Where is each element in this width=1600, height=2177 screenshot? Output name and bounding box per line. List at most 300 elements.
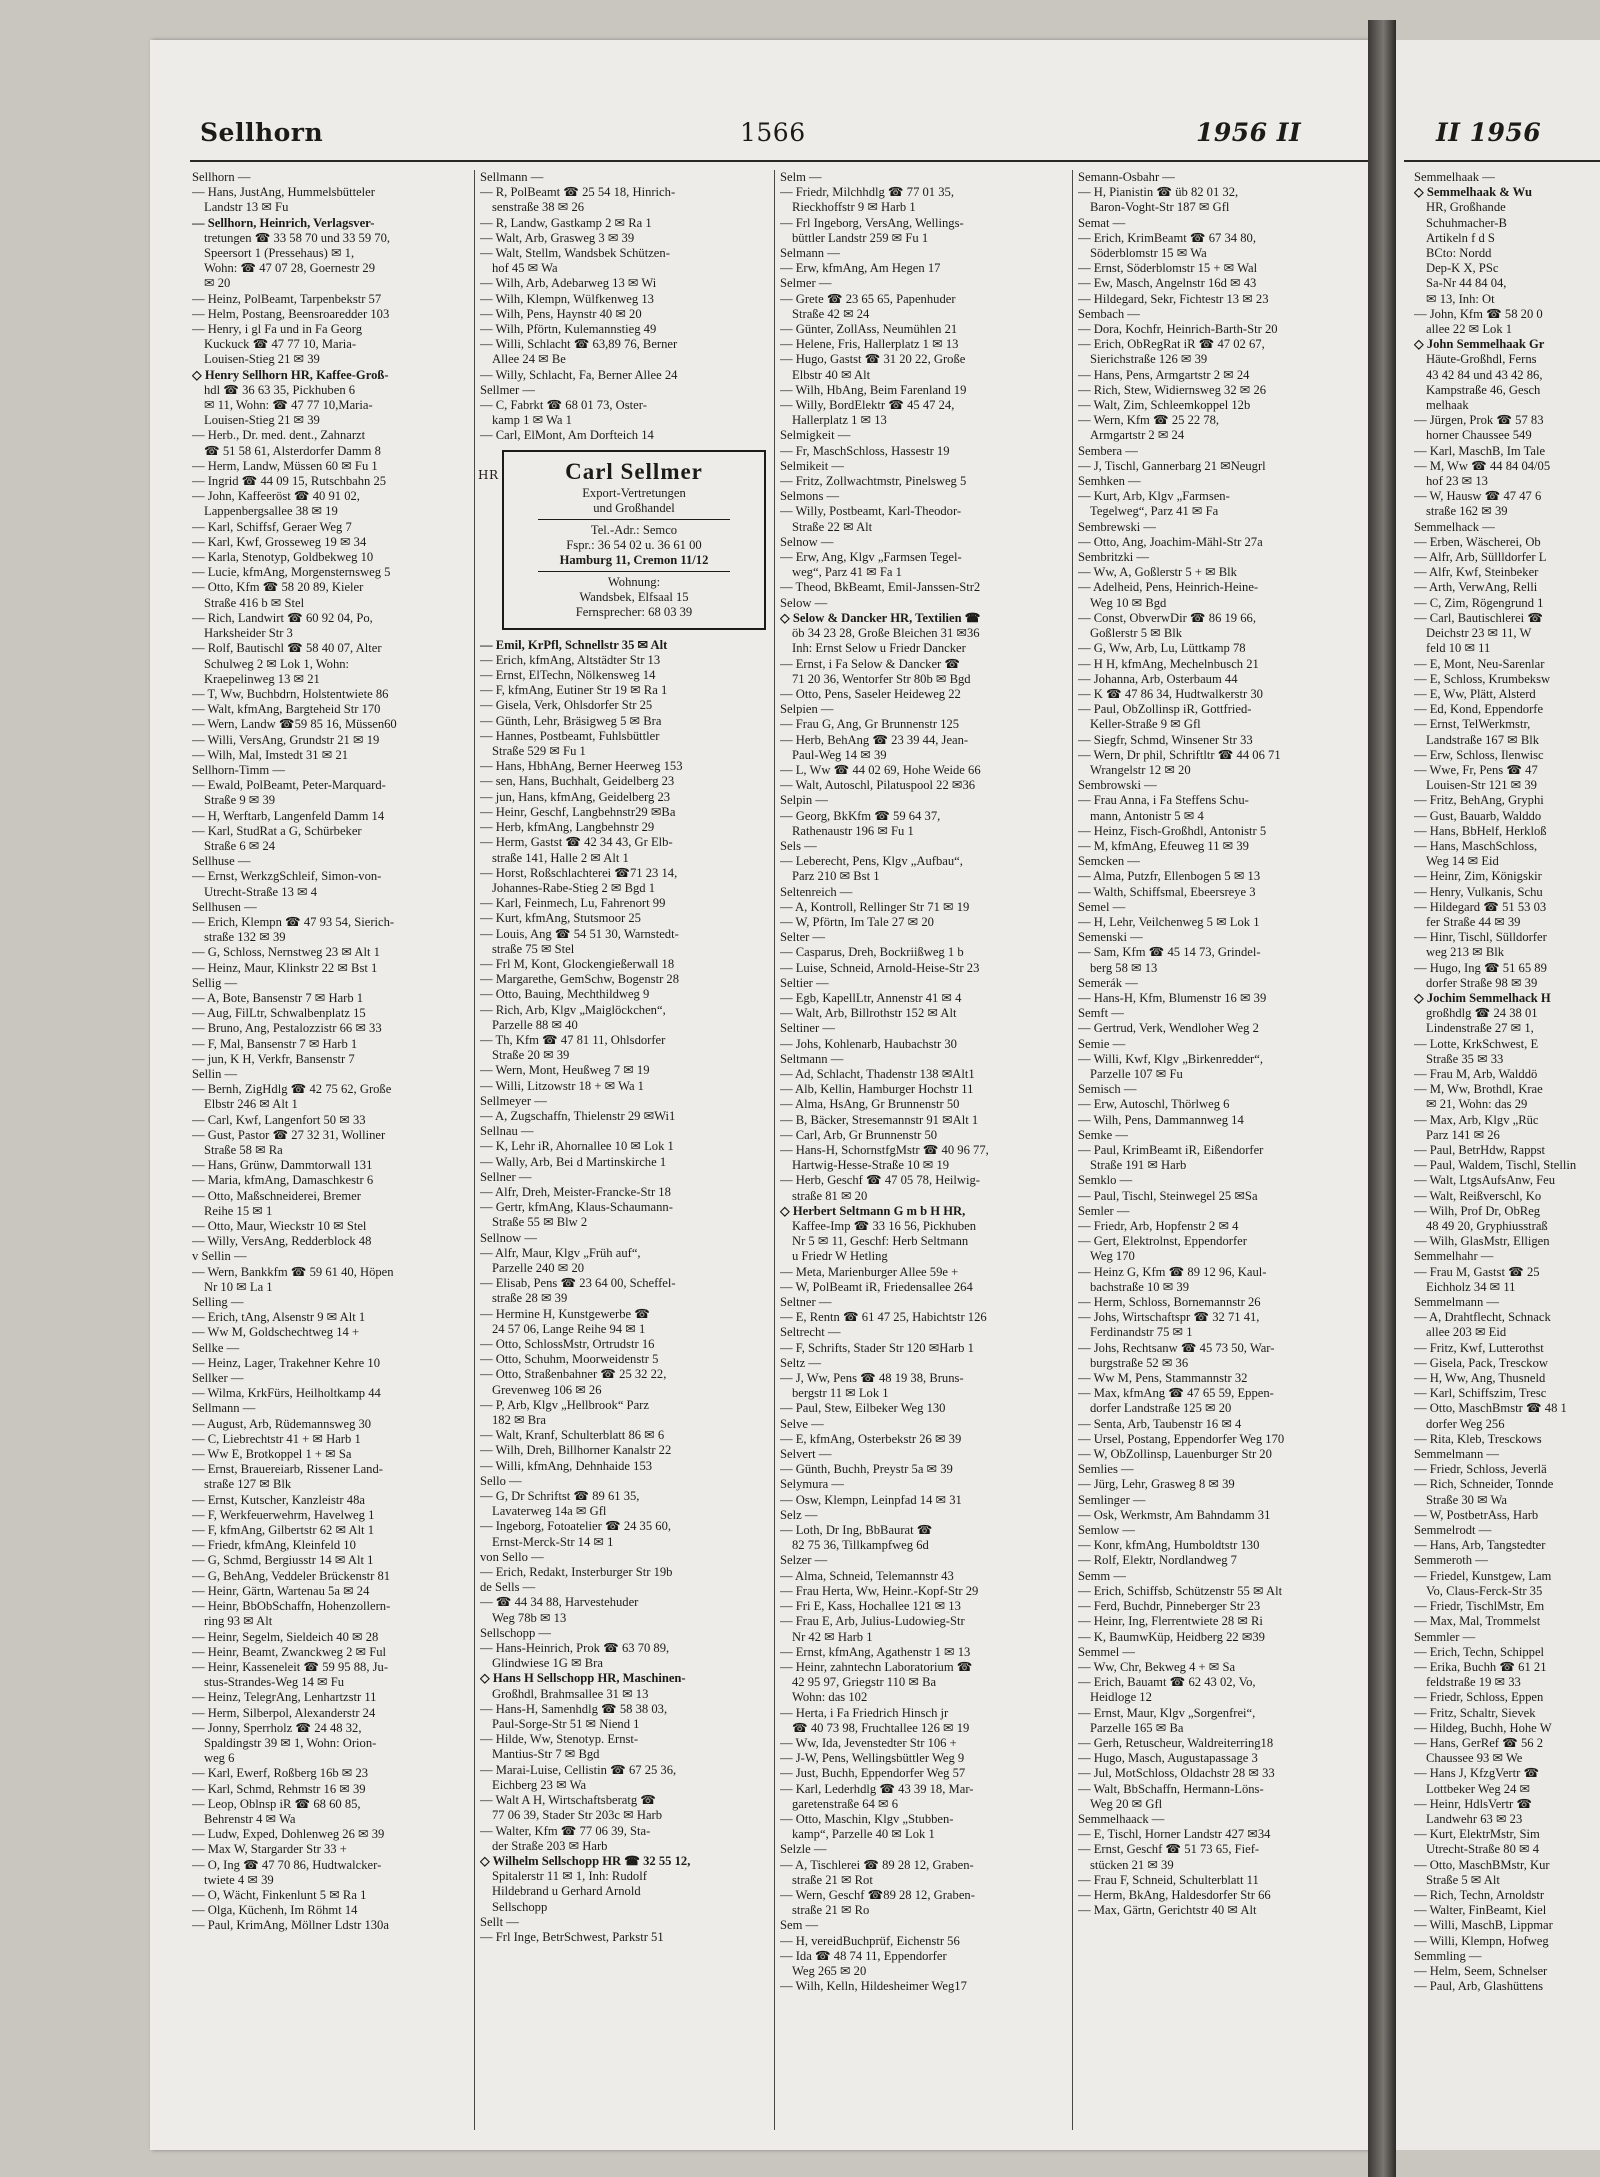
directory-entry: — Wern, Landw ☎59 85 16, Müssen60 <box>192 717 397 732</box>
directory-entry: Louisen-Str 121 ✉ 39 <box>1426 778 1537 793</box>
directory-entry: — Johanna, Arb, Osterbaum 44 <box>1078 671 1238 686</box>
directory-entry: — Alfr, Arb, Süllldorfer L <box>1414 550 1547 565</box>
directory-entry: der Straße 203 ✉ Harb <box>492 1838 608 1853</box>
directory-entry: — Max, Mal, Trommelst <box>1414 1614 1541 1629</box>
directory-entry: — Hans J, KfzgVertr ☎ <box>1414 1766 1540 1781</box>
directory-entry: — F, Werkfeuerwehrm, Havelweg 1 <box>192 1507 375 1522</box>
directory-heading: Semmelmann — <box>1414 1447 1499 1462</box>
directory-entry: — Alfr, Maur, Klgv „Früh auf“, <box>480 1245 641 1260</box>
directory-entry: — Ernst, WerkzgSchleif, Simon-von- <box>192 869 382 884</box>
directory-entry: — H, Werftarb, Langenfeld Damm 14 <box>192 808 385 823</box>
directory-entry: Mantius-Str 7 ✉ Bgd <box>492 1747 600 1762</box>
directory-heading: Semlies — <box>1078 1462 1134 1477</box>
directory-entry: bergstr 11 ✉ Lok 1 <box>792 1386 889 1401</box>
directory-entry: — Hilde, Ww, Stenotyp. Ernst- <box>480 1732 639 1747</box>
directory-entry: straße 141, Halle 2 ✉ Alt 1 <box>492 850 629 865</box>
directory-column-4 <box>1078 170 1364 2132</box>
facing-page-head: II 1956 <box>1436 118 1542 147</box>
directory-entry: — Hildeg, Buchh, Hohe W <box>1414 1720 1552 1735</box>
directory-entry: — Henry, Vulkanis, Schu <box>1414 884 1543 899</box>
directory-entry: — Rich, Schneider, Tonnde <box>1414 1477 1554 1492</box>
directory-entry: — Egb, KapellLtr, Annenstr 41 ✉ 4 <box>780 990 962 1005</box>
directory-entry: öb 34 23 28, Große Bleichen 31 ✉36 <box>792 626 980 641</box>
directory-entry: — Ernst, Maur, Klgv „Sorgenfrei“, <box>1078 1705 1256 1720</box>
directory-entry: Straße 191 ✉ Harb <box>1090 1158 1187 1173</box>
directory-entry: — Henry, i gl Fa und in Fa Georg <box>192 322 362 337</box>
directory-entry: — Ww, Chr, Bekweg 4 + ✉ Sa <box>1078 1659 1236 1674</box>
directory-entry: — E, kfmAng, Osterbekstr 26 ✉ 39 <box>780 1431 962 1446</box>
directory-entry: — Wilh, Klempn, Wülfkenweg 13 <box>480 291 654 306</box>
directory-entry: — Rich, Techn, Arnoldstr <box>1414 1887 1545 1902</box>
directory-entry: — Margarethe, GemSchw, Bogenstr 28 <box>480 972 680 987</box>
directory-entry: — Helene, Fris, Hallerplatz 1 ✉ 13 <box>780 337 959 352</box>
ad-divider <box>538 519 730 520</box>
directory-entry: — Ww, A, Goßlerstr 5 + ✉ Blk <box>1078 565 1237 580</box>
directory-entry: Louisen-Stieg 21 ✉ 39 <box>204 352 320 367</box>
directory-entry: — Gerh, Retuscheur, Waldreiterring18 <box>1078 1735 1274 1750</box>
directory-heading: Semft — <box>1078 1006 1124 1021</box>
directory-entry: — Gertrud, Verk, Wendloher Weg 2 <box>1078 1021 1259 1036</box>
directory-entry: — Elisab, Pens ☎ 23 64 00, Scheffel- <box>480 1276 676 1291</box>
directory-entry: — Hugo, Gastst ☎ 31 20 22, Große <box>780 352 966 367</box>
column-divider <box>474 170 475 2130</box>
directory-heading: Selzle — <box>780 1842 827 1857</box>
directory-entry: — Hans, HbhAng, Berner Heerweg 153 <box>480 759 683 774</box>
directory-entry: — Lotte, KrkSchwest, E <box>1414 1036 1539 1051</box>
directory-entry: — Wilh, Kelln, Hildesheimer Weg17 <box>780 1979 967 1994</box>
directory-entry: Deichstr 23 ✉ 11, W <box>1426 626 1532 641</box>
directory-entry: — Ingeborg, Fotoatelier ☎ 24 35 60, <box>480 1519 672 1534</box>
directory-entry: — Max, Arb, Klgv „Rüc <box>1414 1112 1539 1127</box>
directory-entry: weg 6 <box>204 1751 235 1766</box>
directory-entry: — Johs, Rechtsanw ☎ 45 73 50, War- <box>1078 1340 1275 1355</box>
directory-entry: Parzelle 107 ✉ Fu <box>1090 1066 1183 1081</box>
directory-entry: — Wern, Geschf ☎89 28 12, Graben- <box>780 1887 975 1902</box>
directory-heading: Sellmer — <box>480 382 535 397</box>
directory-heading: Selnow — <box>780 534 834 549</box>
directory-entry: — Fri E, Kass, Hochallee 121 ✉ 13 <box>780 1599 961 1614</box>
directory-entry: ✉ 11, Wohn: ☎ 47 77 10,Maria- <box>204 398 373 413</box>
directory-entry: — Wilh, HbAng, Beim Farenland 19 <box>780 382 967 397</box>
directory-entry: — ☎ 44 34 88, Harvestehuder <box>480 1595 639 1610</box>
directory-entry: — P, Arb, Klgv „Hellbrook“ Parz <box>480 1397 649 1412</box>
directory-heading: ◇ John Semmelhaak Gr <box>1414 337 1545 352</box>
directory-entry: — Emil, KrPfl, Schnellstr 35 ✉ Alt <box>480 637 668 652</box>
directory-entry: — Heinr, Gärtn, Wartenau 5a ✉ 24 <box>192 1583 370 1598</box>
directory-entry: twiete 4 ✉ 39 <box>204 1872 274 1887</box>
directory-heading: Seltner — <box>780 1295 832 1310</box>
directory-entry: Eichholz 34 ✉ 11 <box>1426 1279 1516 1294</box>
directory-heading: de Sells — <box>480 1580 536 1595</box>
directory-entry: — Rich, Arb, Klgv „Maiglöckchen“, <box>480 1002 666 1017</box>
directory-entry: — Georg, BkKfm ☎ 59 64 37, <box>780 808 941 823</box>
directory-entry: büttler Landstr 259 ✉ Fu 1 <box>792 230 929 245</box>
directory-entry: Artikeln f d S <box>1426 230 1495 245</box>
directory-entry: — Ferd, Buchdr, Pinneberger Str 23 <box>1078 1599 1261 1614</box>
directory-heading: Sellig — <box>192 975 238 990</box>
directory-entry: — Fritz, Zollwachtmstr, Pinelsweg 5 <box>780 474 967 489</box>
directory-entry: — Frl Ingeborg, VersAng, Wellings- <box>780 215 964 230</box>
directory-entry: — E, Ww, Plätt, Alsterd <box>1414 686 1536 701</box>
directory-entry: — Marai-Luise, Cellistin ☎ 67 25 36, <box>480 1762 677 1777</box>
directory-entry: — A, Zugschaffn, Thielenstr 29 ✉Wi1 <box>480 1108 676 1123</box>
directory-entry: — Wilh, Dreh, Billhorner Kanalstr 22 <box>480 1443 672 1458</box>
directory-entry: — Frau Herta, Ww, Heinr.-Kopf-Str 29 <box>780 1583 979 1598</box>
directory-entry: — M, Ww ☎ 44 84 04/05 <box>1414 458 1551 473</box>
directory-entry: — Erich, Schiffsb, Schützenstr 55 ✉ Alt <box>1078 1583 1283 1598</box>
directory-entry: — Ernst, kfmAng, Agathenstr 1 ✉ 13 <box>780 1644 971 1659</box>
directory-entry: — Heinz, PolBeamt, Tarpenbekstr 57 <box>192 291 382 306</box>
directory-entry: Kampstraße 46, Gesch <box>1426 382 1541 397</box>
directory-entry: — Herm, BkAng, Haldesdorfer Str 66 <box>1078 1887 1271 1902</box>
directory-entry: — Rita, Kleb, Tresckows <box>1414 1431 1542 1446</box>
directory-entry: — J, Ww, Pens ☎ 48 19 38, Bruns- <box>780 1371 964 1386</box>
directory-entry: Sa-Nr 44 84 04, <box>1426 276 1507 291</box>
directory-heading: Sembrewski — <box>1078 519 1157 534</box>
directory-entry: Heidloge 12 <box>1090 1690 1152 1705</box>
directory-entry: — W, Hausw ☎ 47 47 6 <box>1414 489 1542 504</box>
directory-entry: Ernst-Merck-Str 14 ✉ 1 <box>492 1534 614 1549</box>
directory-entry: — Hermine H, Kunstgewerbe ☎ <box>480 1306 650 1321</box>
directory-entry: — Friedr, Arb, Hopfenstr 2 ✉ 4 <box>1078 1219 1239 1234</box>
advertisement-box <box>502 450 766 630</box>
directory-entry: Parzelle 165 ✉ Ba <box>1090 1720 1184 1735</box>
directory-heading: ◇ Semmelhaak & Wu <box>1414 185 1533 200</box>
directory-entry: — E, Mont, Neu-Sarenlar <box>1414 656 1545 671</box>
directory-entry: — Walter, FinBeamt, Kiel <box>1414 1903 1547 1918</box>
directory-entry: burgstraße 52 ✉ 36 <box>1090 1355 1189 1370</box>
directory-entry: — Heinr, Ing, Flerrentwiete 28 ✉ Ri <box>1078 1614 1263 1629</box>
directory-entry: Häute-Großhdl, Ferns <box>1426 352 1537 367</box>
directory-heading: Selmons — <box>780 489 840 504</box>
directory-heading: Semlow — <box>1078 1523 1136 1538</box>
directory-heading: Sels — <box>780 838 817 853</box>
directory-entry: — Heinz, Lager, Trakehner Kehre 10 <box>192 1355 380 1370</box>
directory-heading: Semel — <box>1078 899 1126 914</box>
directory-entry: Straße 416 b ✉ Stel <box>204 595 305 610</box>
directory-entry: — Paul, BetrHdw, Rappst <box>1414 1143 1546 1157</box>
directory-entry: Weg 78b ✉ 13 <box>492 1610 567 1625</box>
ad-line-4: Fspr.: 36 54 02 u. 36 61 00 <box>566 537 702 552</box>
directory-entry: — H H, kfmAng, Mechelnbusch 21 <box>1078 656 1259 671</box>
directory-entry: — Friedr, Schloss, Eppen <box>1414 1690 1544 1705</box>
directory-entry: Kuckuck ☎ 47 77 10, Maria- <box>204 337 357 352</box>
directory-entry: — Wwe, Fr, Pens ☎ 47 <box>1414 762 1538 777</box>
directory-entry: — Erw, Ang, Klgv „Farmsen Tegel- <box>780 550 962 565</box>
directory-entry: — Paul, KrimAng, Möllner Ldstr 130a <box>192 1918 389 1933</box>
directory-entry: — Helm, Seem, Schnelser <box>1414 1963 1548 1978</box>
directory-entry: weg“, Parz 41 ✉ Fa 1 <box>792 565 902 580</box>
directory-entry: — Osk, Werkmstr, Am Bahndamm 31 <box>1078 1507 1271 1522</box>
directory-entry: — Rolf, Bautischl ☎ 58 40 07, Alter <box>192 641 382 656</box>
directory-entry: — Jul, MotSchloss, Oldachstr 28 ✉ 33 <box>1078 1766 1275 1781</box>
directory-entry: — Rich, Stew, Widiernsweg 32 ✉ 26 <box>1078 382 1267 397</box>
directory-entry: — A, Bote, Bansenstr 7 ✉ Harb 1 <box>192 990 364 1005</box>
directory-heading: von Sello — <box>480 1549 544 1564</box>
directory-heading: Selpin — <box>780 793 828 808</box>
directory-heading: Semenski — <box>1078 930 1143 945</box>
column-divider <box>1072 170 1073 2130</box>
directory-entry: — Paul, ObZollinsp iR, Gottfried- <box>1078 702 1252 717</box>
directory-entry: — Heinr, Beamt, Zwanckweg 2 ✉ Ful <box>192 1644 387 1659</box>
directory-entry: — Heinr, Segelm, Sieldeich 40 ✉ 28 <box>192 1629 379 1644</box>
directory-entry: — Willi, Kwf, Klgv „Birkenredder“, <box>1078 1051 1263 1066</box>
directory-entry: — H, Pianistin ☎ üb 82 01 32, <box>1078 185 1239 200</box>
directory-entry: — Hugo, Masch, Augustapassage 3 <box>1078 1751 1258 1766</box>
directory-entry: — A, Drahtflecht, Schnack <box>1414 1310 1551 1325</box>
directory-entry: Dep-K X, PSc <box>1426 261 1499 276</box>
directory-entry: — Kurt, ElektrMstr, Sim <box>1414 1827 1540 1842</box>
directory-entry: — Otto, Bauing, Mechthildweg 9 <box>480 987 650 1002</box>
directory-entry: — Carl, ElMont, Am Dorfteich 14 <box>480 428 654 443</box>
column-2-bottom-entries <box>480 638 770 1945</box>
directory-entry: HR, Großhande <box>1426 200 1506 215</box>
directory-entry: — Rolf, Elektr, Nordlandweg 7 <box>1078 1553 1237 1568</box>
directory-heading: Sellhorn-Timm — <box>192 762 285 777</box>
directory-entry: straße 75 ✉ Stel <box>492 941 575 956</box>
directory-entry: Harksheider Str 3 <box>204 626 293 641</box>
directory-entry: — Otto, Maschin, Klgv „Stubben- <box>780 1811 954 1826</box>
directory-entry: — Günter, ZollAss, Neumühlen 21 <box>780 322 958 337</box>
directory-entry: — W, PostbetrAss, Harb <box>1414 1507 1539 1522</box>
directory-entry: — Jürgen, Prok ☎ 57 83 <box>1414 413 1544 428</box>
directory-entry: — Max W, Stargarder Str 33 + <box>192 1842 347 1857</box>
directory-entry: — A, Tischlerei ☎ 89 28 12, Graben- <box>780 1857 974 1872</box>
directory-entry: Lappenbergsallee 38 ✉ 19 <box>204 504 338 519</box>
directory-heading: Sellner — <box>480 1169 532 1184</box>
directory-entry: — Otto, Maßschneiderei, Bremer <box>192 1188 361 1203</box>
running-head-year: 1956 II <box>1196 118 1302 147</box>
directory-entry: — Frau M, Gastst ☎ 25 <box>1414 1264 1540 1279</box>
directory-heading: v Sellin — <box>192 1249 247 1264</box>
directory-entry: — Wern, Bankkfm ☎ 59 61 40, Höpen <box>192 1264 394 1279</box>
directory-entry: — Walt, BbSchaffn, Hermann-Löns- <box>1078 1781 1264 1796</box>
directory-entry: Spitalerstr 11 ✉ 1, Inh: Rudolf <box>492 1869 647 1884</box>
directory-heading: Sellmann — <box>192 1401 256 1416</box>
directory-entry: — Herm, Schloss, Bornemannstr 26 <box>1078 1295 1261 1310</box>
directory-entry: — G, Schloss, Nernstweg 23 ✉ Alt 1 <box>192 945 380 960</box>
directory-entry: — Ernst, Söderblomstr 15 + ✉ Wal <box>1078 261 1258 276</box>
directory-entry: — Heinz, TelegrAng, Lenhartzstr 11 <box>192 1690 377 1705</box>
directory-heading: Selve — <box>780 1416 824 1431</box>
directory-entry: Parz 141 ✉ 26 <box>1426 1127 1500 1142</box>
directory-entry: Landstraße 167 ✉ Blk <box>1426 732 1540 747</box>
directory-entry: — Olga, Küchenh, Im Röhmt 14 <box>192 1903 358 1918</box>
directory-entry: — W, ObZollinsp, Lauenburger Str 20 <box>1078 1447 1272 1462</box>
directory-entry: — Frl M, Kont, Glockengießerwall 18 <box>480 956 675 971</box>
directory-entry: — R, Landw, Gastkamp 2 ✉ Ra 1 <box>480 215 652 230</box>
directory-entry: straße 21 ✉ Ro <box>792 1903 870 1918</box>
directory-entry: Straße 20 ✉ 39 <box>492 1048 570 1063</box>
directory-entry: — Konr, kfmAng, Humboldtstr 130 <box>1078 1538 1260 1553</box>
directory-entry: — Karl, Schmd, Rehmstr 16 ✉ 39 <box>192 1781 366 1796</box>
directory-entry: Söderblomstr 15 ✉ Wa <box>1090 246 1207 261</box>
directory-entry: — Walt, LtgsAufsAnw, Feu <box>1414 1173 1556 1188</box>
directory-entry: — Wally, Arb, Bei d Martinskirche 1 <box>480 1154 667 1169</box>
directory-entry: — Erich, Bauamt ☎ 62 43 02, Vo, <box>1078 1675 1256 1690</box>
directory-entry: Elbstr 40 ✉ Alt <box>792 367 871 382</box>
directory-entry: — Walt, Autoschl, Pilatuspool 22 ✉36 <box>780 778 976 793</box>
directory-entry: — W, PolBeamt iR, Friedensallee 264 <box>780 1279 973 1294</box>
directory-entry: straße 28 ✉ 39 <box>492 1291 568 1306</box>
directory-entry: — A, Kontroll, Rellinger Str 71 ✉ 19 <box>780 899 970 914</box>
directory-entry: — H, Lehr, Veilchenweg 5 ✉ Lok 1 <box>1078 914 1260 929</box>
directory-entry: — E, Rentn ☎ 61 47 25, Habichtstr 126 <box>780 1310 987 1325</box>
directory-entry: melhaak <box>1426 398 1469 413</box>
directory-heading: Semat — <box>1078 215 1126 230</box>
directory-entry: — Otto, Schuhm, Moorweidenstr 5 <box>480 1352 659 1367</box>
directory-entry: — Gisela, Verk, Ohlsdorfer Str 25 <box>480 698 653 713</box>
directory-entry: — Heinr, zahntechn Laboratorium ☎ <box>780 1659 973 1674</box>
directory-heading: Semmelhahr — <box>1414 1249 1494 1264</box>
directory-heading: Seltrecht — <box>780 1325 841 1340</box>
directory-column-2 <box>480 170 770 2132</box>
directory-heading: Sellker — <box>192 1371 244 1386</box>
directory-entry: — Ingrid ☎ 44 09 15, Rutschbahn 25 <box>192 474 387 489</box>
directory-entry: dorfer Landstraße 125 ✉ 20 <box>1090 1401 1232 1416</box>
directory-entry: — Ed, Kond, Eppendorfe <box>1414 702 1544 717</box>
directory-entry: Weg 170 <box>1090 1249 1135 1264</box>
column-divider <box>774 170 775 2130</box>
directory-entry: — Gert, Elektrolnst, Eppendorfer <box>1078 1234 1247 1249</box>
directory-entry: — Hinr, Tischl, Sülldorfer <box>1414 930 1547 945</box>
directory-entry: — Hans, BbHelf, Herkloß <box>1414 823 1547 838</box>
directory-heading: Semcken — <box>1078 854 1140 869</box>
directory-entry: Straße 6 ✉ 24 <box>204 838 276 853</box>
directory-entry: — Heinr, BbObSchaffn, Hohenzollern- <box>192 1599 391 1614</box>
ad-line-3: Tel.-Adr.: Semco <box>590 522 678 537</box>
directory-entry: — Walth, Schiffsmal, Ebeersreye 3 <box>1078 884 1256 899</box>
directory-entry: — Walt, Kranf, Schulterblatt 86 ✉ 6 <box>480 1428 665 1443</box>
directory-entry: straße 81 ✉ 20 <box>792 1188 868 1203</box>
directory-entry: Speersort 1 (Pressehaus) ✉ 1, <box>204 246 355 261</box>
directory-heading: Seltmann — <box>780 1051 844 1066</box>
directory-entry: — Johs, Wirtschaftspr ☎ 32 71 41, <box>1078 1310 1260 1325</box>
directory-entry: — R, PolBeamt ☎ 25 54 18, Hinrich- <box>480 185 676 200</box>
directory-entry: 48 49 20, Gryphiusstraß <box>1426 1219 1548 1234</box>
directory-heading: Sembrowski — <box>1078 778 1157 793</box>
directory-entry: — Frau G, Ang, Gr Brunnenstr 125 <box>780 717 960 732</box>
directory-entry: — L, Ww ☎ 44 02 69, Hohe Weide 66 <box>780 762 981 777</box>
directory-entry: dorfer Weg 256 <box>1426 1416 1505 1431</box>
directory-entry: Hallerplatz 1 ✉ 13 <box>792 413 887 428</box>
directory-entry: Tegelweg“, Parz 41 ✉ Fa <box>1090 504 1219 519</box>
directory-entry: fer Straße 44 ✉ 39 <box>1426 914 1521 929</box>
directory-entry: — Erich, ObRegRat iR ☎ 47 02 67, <box>1078 337 1265 352</box>
directory-entry: Vo, Claus-Ferck-Str 35 <box>1426 1583 1543 1598</box>
directory-heading: Selm — <box>780 170 822 184</box>
directory-heading: Sellnau — <box>480 1124 534 1139</box>
directory-heading: Sellschopp — <box>480 1625 552 1640</box>
directory-entry: — Hugo, Ing ☎ 51 65 89 <box>1414 960 1547 975</box>
directory-entry: mann, Antonistr 5 ✉ 4 <box>1090 808 1204 823</box>
directory-entry: — Karl, Kwf, Grosseweg 19 ✉ 34 <box>192 534 367 549</box>
directory-entry: — Otto, Ang, Joachim-Mähl-Str 27a <box>1078 534 1263 549</box>
directory-entry: — Willy, Schlacht, Fa, Berner Allee 24 <box>480 367 678 382</box>
directory-heading: Sellmeyer — <box>480 1093 547 1108</box>
directory-heading: Selvert — <box>780 1447 832 1462</box>
directory-entry: Straße 529 ✉ Fu 1 <box>492 744 586 759</box>
directory-entry: 71 20 36, Wentorfer Str 80b ✉ Bgd <box>792 671 971 686</box>
directory-entry: berg 58 ✉ 13 <box>1090 960 1158 975</box>
directory-entry: Paul-Sorge-Str 51 ✉ Niend 1 <box>492 1717 640 1732</box>
directory-entry: — W, Pförtn, Im Tale 27 ✉ 20 <box>780 914 934 929</box>
directory-entry: — Dora, Kochfr, Heinrich-Barth-Str 20 <box>1078 322 1278 337</box>
directory-entry: — M, kfmAng, Efeuweg 11 ✉ 39 <box>1078 838 1249 853</box>
directory-entry: — Frl Inge, BetrSchwest, Parkstr 51 <box>480 1929 664 1944</box>
directory-entry: Weg 10 ✉ Bgd <box>1090 595 1167 610</box>
directory-entry: — Heinr, Kasseneleit ☎ 59 95 88, Ju- <box>192 1659 389 1674</box>
directory-entry: — Wilh, Pens, Dammannweg 14 <box>1078 1112 1244 1127</box>
directory-entry: — Osw, Klempn, Leinpfad 14 ✉ 31 <box>780 1492 962 1507</box>
directory-entry: dorfer Straße 98 ✉ 39 <box>1426 975 1538 990</box>
directory-entry: — Kurt, Arb, Klgv „Farmsen- <box>1078 489 1230 504</box>
directory-entry: straße 162 ✉ 39 <box>1426 504 1508 519</box>
directory-entry: Wohn: ☎ 47 07 28, Goernestr 29 <box>204 261 376 276</box>
directory-entry: — Hans, GerRef ☎ 56 2 <box>1414 1735 1544 1750</box>
directory-entry: — Ida ☎ 48 74 11, Eppendorfer <box>780 1948 947 1963</box>
directory-heading: ◇ Herbert Seltmann G m b H HR, <box>780 1203 966 1218</box>
directory-heading: Semmelhaack — <box>1078 1811 1165 1826</box>
directory-entry: Sellschopp <box>492 1899 548 1914</box>
directory-entry: — Herb., Dr. med. dent., Zahnarzt <box>192 428 366 443</box>
directory-heading: Selmikeit — <box>780 458 845 473</box>
directory-entry: straße 127 ✉ Blk <box>204 1477 292 1492</box>
book-gutter <box>1368 20 1396 2177</box>
directory-entry: — G, Ww, Arb, Lu, Lüttkamp 78 <box>1078 641 1246 656</box>
directory-entry: Lindenstraße 27 ✉ 1, <box>1426 1021 1534 1036</box>
directory-entry: — Heinr, HdlsVertr ☎ <box>1414 1796 1533 1811</box>
directory-entry: — Wern, Dr phil, Schriftltr ☎ 44 06 71 <box>1078 747 1281 762</box>
directory-entry: — Willi, kfmAng, Dehnhaide 153 <box>480 1458 653 1473</box>
directory-entry: — Ernst, i Fa Selow & Dancker ☎ <box>780 656 961 671</box>
directory-entry: ☎ 51 58 61, Alsterdorfer Damm 8 <box>204 443 381 458</box>
directory-entry: kamp“, Parzelle 40 ✉ Lok 1 <box>792 1827 935 1842</box>
directory-entry: Johannes-Rabe-Stieg 2 ✉ Bgd 1 <box>492 880 656 895</box>
directory-entry: — J-W, Pens, Wellingsbüttler Weg 9 <box>780 1751 965 1766</box>
directory-entry: — Heinz, Maur, Klinkstr 22 ✉ Bst 1 <box>192 960 378 975</box>
directory-entry: — Heinr, Geschf, Langbehnstr29 ✉Ba <box>480 804 676 819</box>
directory-entry: Landwehr 63 ✉ 23 <box>1426 1811 1523 1826</box>
directory-heading: Selow — <box>780 595 828 610</box>
directory-heading: Semlinger — <box>1078 1492 1146 1507</box>
directory-entry: Glindwiese 1G ✉ Bra <box>492 1656 603 1671</box>
directory-entry: — Paul, Tischl, Steinwegel 25 ✉Sa <box>1078 1188 1258 1203</box>
directory-entry: — Paul, KrimBeamt iR, Eißendorfer <box>1078 1143 1264 1157</box>
directory-heading: Semann-Osbahr — <box>1078 170 1175 184</box>
directory-entry: — Gertr, kfmAng, Klaus-Schaumann- <box>480 1200 673 1215</box>
directory-entry: 182 ✉ Bra <box>492 1413 546 1428</box>
directory-entry: — Erich, tAng, Alsenstr 9 ✉ Alt 1 <box>192 1310 366 1325</box>
directory-entry: — Wilh, Pens, Haynstr 40 ✉ 20 <box>480 306 642 321</box>
directory-heading: Sembera — <box>1078 443 1138 458</box>
directory-entry: hof 45 ✉ Wa <box>492 261 558 276</box>
directory-entry: — C, Zim, Rögengrund 1 <box>1414 595 1544 610</box>
directory-entry: — Otto, MaschBMstr, Kur <box>1414 1857 1550 1872</box>
directory-entry: Sierichstraße 126 ✉ 39 <box>1090 352 1208 367</box>
ad-line-7: Wandsbek, Elfsaal 15 <box>579 589 689 604</box>
directory-entry: — jun, K H, Verkfr, Bansenstr 7 <box>192 1051 355 1066</box>
directory-entry: — J, Tischl, Gannerbarg 21 ✉Neugrl <box>1078 458 1266 473</box>
directory-entry: Hildebrand u Gerhard Arnold <box>492 1884 641 1899</box>
directory-entry: allee 22 ✉ Lok 1 <box>1426 322 1513 337</box>
directory-entry: — Walt, kfmAng, Bargteheid Str 170 <box>192 702 381 717</box>
directory-entry: Parzelle 240 ✉ 20 <box>492 1260 585 1275</box>
directory-entry: hdl ☎ 36 63 35, Pickhuben 6 <box>204 382 356 397</box>
directory-entry: — Alb, Kellin, Hamburger Hochstr 11 <box>780 1082 974 1097</box>
directory-entry: — Carl, Arb, Gr Brunnenstr 50 <box>780 1127 938 1142</box>
directory-entry: 24 57 06, Lange Reihe 94 ✉ 1 <box>492 1321 646 1336</box>
